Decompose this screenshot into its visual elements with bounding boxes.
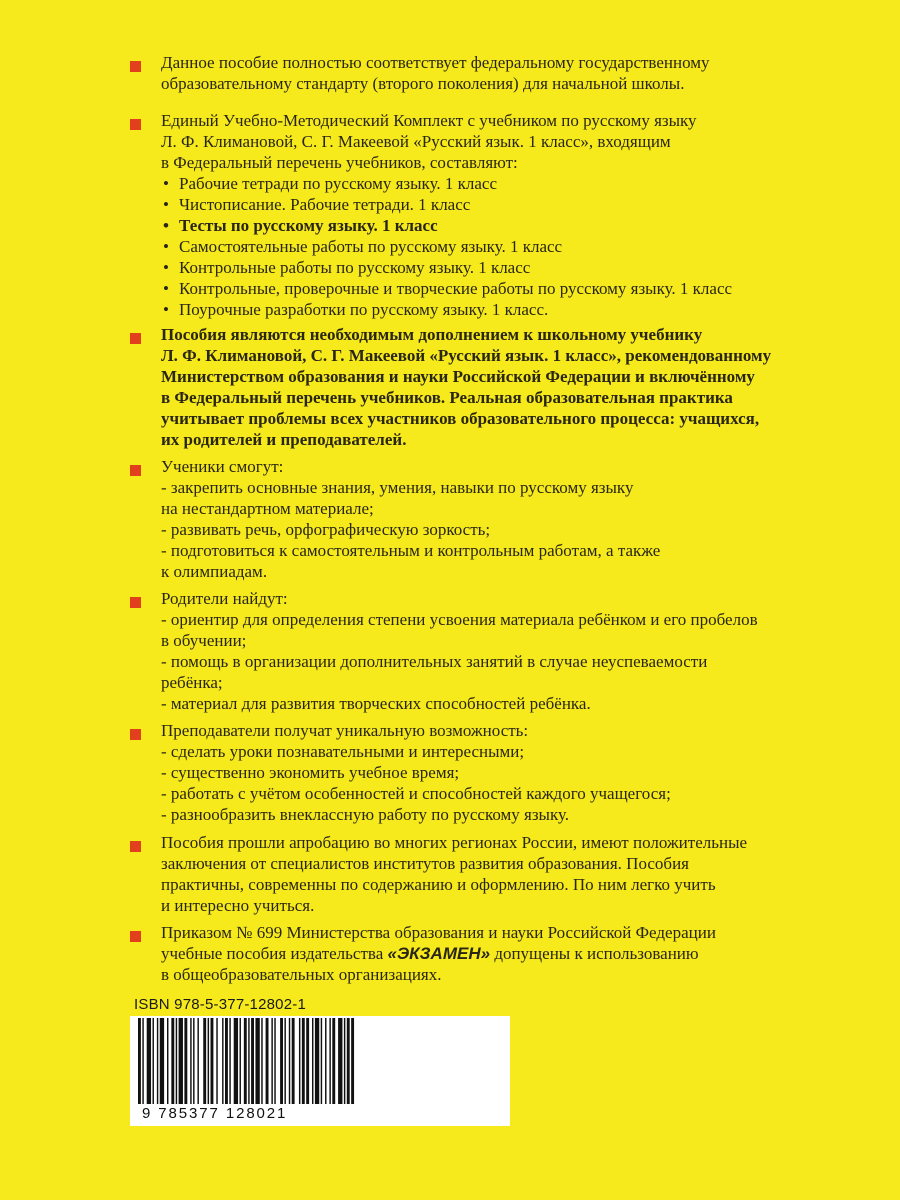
text-line: в обучении; xyxy=(161,631,247,650)
supplement-paragraph xyxy=(130,324,870,450)
list-item: • Контрольные работы по русскому языку. 1 класс xyxy=(161,257,870,278)
list-item: • Поурочные разработки по русскому языку. 1 класс. xyxy=(161,299,870,320)
text-line: Л. Ф. Климановой, С. Г. Макеевой «Русский язык. 1 класс», рекомендованному xyxy=(161,346,772,365)
bullet-square-icon xyxy=(130,729,141,740)
text-line: Единый Учебно-Методический Комплект с учебником по русскому языку xyxy=(161,111,697,130)
text-line: на нестандартном материале; xyxy=(161,499,374,518)
text-line: ребёнка; xyxy=(161,673,223,692)
text-line: - ориентир для определения степени усвоения материала ребёнком и его пробелов xyxy=(161,610,758,629)
text-line: - разнообразить внеклассную работу по русскому языку. xyxy=(161,805,570,824)
text-line: - работать с учётом особенностей и способностей каждого учащегося; xyxy=(161,784,671,803)
text-line: Ученики смогут: xyxy=(161,457,284,476)
list-item: • Рабочие тетради по русскому языку. 1 класс xyxy=(161,173,870,194)
text-line: Приказом № 699 Министерства образования и науки Российской Федерации xyxy=(161,923,716,942)
text-line: Данное пособие полностью соответствует федеральному государственному xyxy=(161,53,710,72)
text-line: Министерством образования и науки Российской Федерации и включённому xyxy=(161,367,755,386)
text-line: практичны, современны по содержанию и оформлению. По ним легко учить xyxy=(161,875,716,894)
text-line: и интересно учиться. xyxy=(161,896,315,915)
barcode xyxy=(130,1016,510,1126)
text-line: - материал для развития творческих способностей ребёнка. xyxy=(161,694,591,713)
bullet-square-icon xyxy=(130,333,141,344)
text-line: - развивать речь, орфографическую зоркость; xyxy=(161,520,491,539)
bullet-square-icon xyxy=(130,841,141,852)
text-line: Преподаватели получат уникальную возможность: xyxy=(161,721,529,740)
text-line: в Федеральный перечень учебников, составляют: xyxy=(161,153,518,172)
parents-paragraph xyxy=(130,588,870,714)
order-paragraph xyxy=(130,922,870,985)
text-line: в Федеральный перечень учебников. Реальная образовательная практика xyxy=(161,388,733,407)
text-line: - закрепить основные знания, умения, навыки по русскому языку xyxy=(161,478,634,497)
bullet-square-icon xyxy=(130,931,141,942)
approbation-paragraph xyxy=(130,832,870,916)
list-item: • Контрольные, проверочные и творческие работы по русскому языку. 1 класс xyxy=(161,278,870,299)
text-line: - существенно экономить учебное время; xyxy=(161,763,460,782)
standard-compliance-paragraph xyxy=(130,52,870,94)
students-paragraph xyxy=(130,456,870,582)
text-line: Л. Ф. Климановой, С. Г. Макеевой «Русский язык. 1 класс», входящим xyxy=(161,132,671,151)
text-line: к олимпиадам. xyxy=(161,562,268,581)
isbn-label: ISBN 978-5-377-12802-1 xyxy=(134,996,307,1013)
text-line: Родители найдут: xyxy=(161,589,288,608)
umk-paragraph xyxy=(130,110,870,320)
teachers-paragraph xyxy=(130,720,870,825)
list-item: • Чистописание. Рабочие тетради. 1 класс xyxy=(161,194,870,215)
text-line: учитывает проблемы всех участников образовательного процесса: учащихся, xyxy=(161,409,760,428)
text-line: Пособия прошли апробацию во многих регионах России, имеют положительные xyxy=(161,833,748,852)
text-line: - сделать уроки познавательными и интересными; xyxy=(161,742,525,761)
text-line: в общеобразовательных организациях. xyxy=(161,965,442,984)
text-line: образовательному стандарту (второго поколения) для начальной школы. xyxy=(161,74,685,93)
text-fragment: учебные пособия издательства xyxy=(161,944,388,963)
barcode-digits: 9 785377 128021 xyxy=(142,1105,288,1122)
text-line: их родителей и преподавателей. xyxy=(161,430,407,449)
list-item: • Самостоятельные работы по русскому языку. 1 класс xyxy=(161,236,870,257)
text-line: Пособия являются необходимым дополнением к школьному учебнику xyxy=(161,325,703,344)
barcode-icon xyxy=(138,1018,502,1104)
bullet-square-icon xyxy=(130,465,141,476)
bullet-square-icon xyxy=(130,61,141,72)
list-item-highlighted: • Тесты по русскому языку. 1 класс xyxy=(161,215,870,236)
bullet-square-icon xyxy=(130,119,141,130)
text-line: - подготовиться к самостоятельным и контрольным работам, а также xyxy=(161,541,661,560)
text-fragment: допущены к использованию xyxy=(490,944,699,963)
text-line: - помощь в организации дополнительных занятий в случае неуспеваемости xyxy=(161,652,708,671)
text-line xyxy=(161,943,870,964)
text-line: заключения от специалистов институтов развития образования. Пособия xyxy=(161,854,689,873)
bullet-square-icon xyxy=(130,597,141,608)
publisher-name: «ЭКЗАМЕН» xyxy=(387,944,491,963)
umk-list xyxy=(161,173,870,320)
